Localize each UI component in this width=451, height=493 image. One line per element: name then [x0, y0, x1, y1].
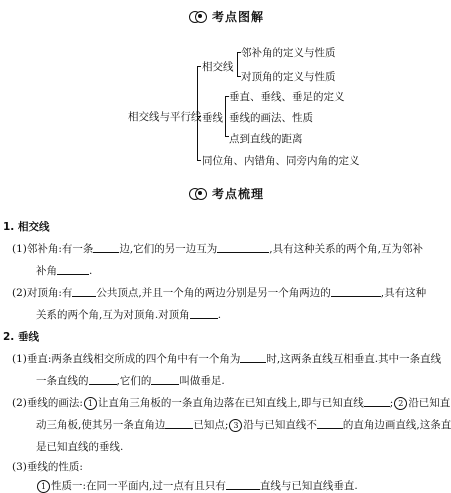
answer-blank[interactable] — [151, 374, 179, 385]
question-line: 是已知直线的垂线. — [36, 441, 124, 453]
section-header-diagram — [188, 8, 264, 25]
answer-blank[interactable] — [364, 396, 390, 407]
answer-blank[interactable] — [57, 264, 89, 275]
answer-blank[interactable] — [190, 308, 218, 319]
section-header-review — [188, 185, 264, 202]
mindmap-leaf: 邻补角的定义与性质 — [241, 47, 336, 59]
brace-tick — [197, 160, 201, 161]
answer-blank[interactable] — [89, 374, 117, 385]
question-line: 1 性质一:在同一平面内,过一点有且只有 直线与已知直线垂直. — [36, 478, 358, 493]
answer-blank[interactable] — [317, 418, 343, 429]
brace-branch1 — [237, 52, 238, 76]
mindmap-branch-label: 同位角、内错角、同旁内角的定义 — [202, 155, 360, 167]
question-line: (2)对顶角:有 公共顶点,并且一个角的两边分别是另一个角两边的 ,具有这种 — [12, 287, 427, 299]
section-title: 考点图解 — [212, 10, 265, 24]
mindmap-leaf: 垂直、垂线、垂足的定义 — [229, 91, 345, 103]
brace-branch2 — [225, 96, 226, 136]
heading-intersecting-lines: 1. 相交线 — [3, 221, 50, 233]
mindmap-leaf: 对顶角的定义与性质 — [241, 71, 336, 83]
question-line: (1)邻补角:有一条 边,它们的另一边互为 ,具有这种关系的两个角,互为邻补 — [12, 243, 423, 255]
brace-tick — [197, 66, 201, 67]
circled-number: 3 — [229, 419, 242, 432]
mindmap-branch-label: 相交线 — [202, 61, 234, 73]
section-title: 考点梳理 — [212, 187, 265, 201]
answer-blank[interactable] — [240, 352, 266, 363]
question-line: 关系的两个角,互为对顶角.对顶角 . — [36, 309, 222, 321]
answer-blank[interactable] — [226, 479, 260, 490]
question-line: 动三角板,使其另一条直角边 已知点; 3 沿与已知直线不 的直角边画直线,这条直 — [36, 419, 451, 431]
mindmap-root: 相交线与平行线 — [128, 111, 202, 123]
mindmap-leaf: 点到直线的距离 — [229, 133, 303, 145]
question-line: (1)垂直:两条直线相交所成的四个角中有一个角为 时,这两条直线互相垂直.其中一条直线 — [12, 353, 442, 365]
question-line: 补角 . — [36, 265, 93, 277]
circled-number: 1 — [84, 397, 97, 410]
mindmap-branch-label: 垂线 — [202, 112, 223, 124]
question-line: (2)垂线的画法: 1 让直角三角板的一条直角边落在已知直线上,即与已知直线 ; 2 沿已知直 — [12, 397, 451, 409]
answer-blank[interactable] — [93, 242, 119, 253]
answer-blank[interactable] — [72, 286, 96, 297]
answer-blank[interactable] — [217, 242, 269, 253]
answer-blank[interactable] — [165, 418, 193, 429]
brace-tick — [197, 116, 201, 117]
circled-number: 2 — [394, 397, 407, 410]
mindmap-leaf: 垂线的画法、性质 — [229, 112, 313, 124]
section-badge-icon — [188, 187, 210, 200]
section-badge-icon — [188, 10, 210, 23]
circled-number: 1 — [37, 480, 50, 493]
answer-blank[interactable] — [331, 286, 381, 297]
question-line: (3)垂线的性质: — [12, 461, 83, 473]
heading-perpendicular: 2. 垂线 — [3, 331, 39, 343]
question-line: 一条直线的 ,它们的 叫做垂足. — [36, 375, 225, 387]
brace-main — [197, 66, 198, 160]
